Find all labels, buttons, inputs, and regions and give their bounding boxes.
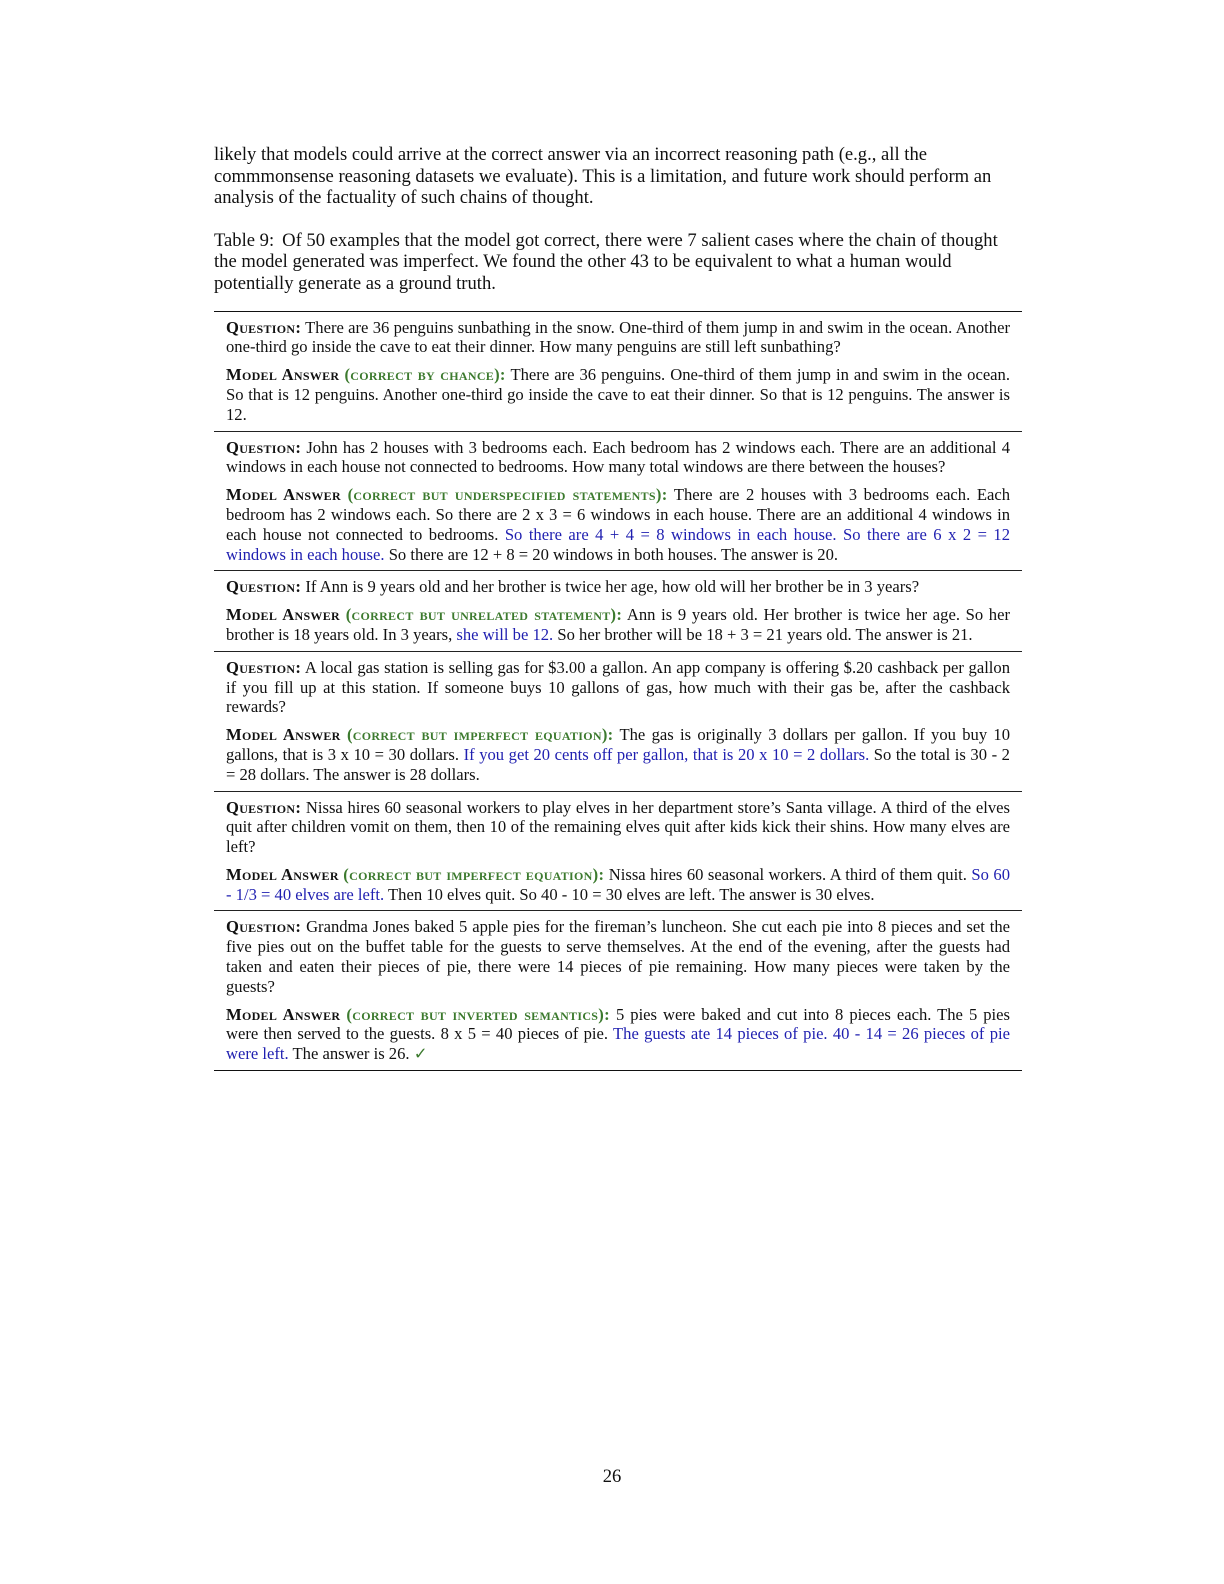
answer-category-tag: (correct but imperfect equation): xyxy=(346,725,614,745)
model-answer-text xyxy=(226,865,1010,905)
answer-body: Nissa hires 60 seasonal workers. A third of them quit. xyxy=(608,864,972,884)
question-body: If Ann is 9 years old and her brother is twice her age, how old will her brother be in 3 years? xyxy=(305,577,920,597)
highlighted-flawed-reasoning: The guests ate 14 pieces of pie. 40 - 14 = 26 pieces of pie were left. xyxy=(226,1024,1010,1064)
model-answer-label: Model Answer xyxy=(226,365,340,385)
answer-category-tag: (correct but inverted semantics): xyxy=(346,1004,610,1024)
page-number: 26 xyxy=(602,1466,622,1487)
answer-body: Then 10 elves quit. So 40 - 10 = 30 elves are left. The answer is 30 elves. xyxy=(384,884,875,904)
question-text xyxy=(226,917,1010,996)
answer-body: There are 2 houses with 3 bedrooms each. Each bedroom has 2 windows each. So there are 2 x 3 = 6 windows in each house. There are an additional 4 windows in each house not connected to bedrooms. xyxy=(226,485,1011,544)
table-caption-label: Table 9: xyxy=(214,229,275,251)
answer-category-tag: (correct but imperfect equation): xyxy=(343,864,605,884)
question-label: Question: xyxy=(226,797,302,817)
table-caption xyxy=(214,230,1022,295)
highlighted-flawed-reasoning: If you get 20 cents off per gallon, that is 20 x 10 = 2 dollars. xyxy=(463,744,870,764)
intro-paragraph: likely that models could arrive at the correct answer via an incorrect reasoning path (e.g., all the commmonsense reasoning datasets we evaluate). This is a limitation, and future work should perform an analysis of the factuality of such chains of thought. xyxy=(214,144,992,209)
highlighted-flawed-reasoning: So there are 4 + 4 = 8 windows in each house. So there are 6 x 2 = 12 windows in each house. xyxy=(226,524,1010,564)
highlighted-flawed-reasoning: So 60 - 1/3 = 40 elves are left. xyxy=(226,864,1010,904)
question-label: Question: xyxy=(226,657,302,677)
question-text xyxy=(226,658,1010,717)
answer-body: 5 pies were baked and cut into 8 pieces each. The 5 pies were then served to the guests. 8 x 5 = 40 pieces of pie. xyxy=(226,1004,1010,1044)
question-text xyxy=(226,438,1010,478)
model-answer-text xyxy=(226,1005,1010,1064)
answer-body: So the total is 30 - 2 = 28 dollars. The answer is 28 dollars. xyxy=(226,744,1010,784)
model-answer-text xyxy=(226,485,1010,564)
question-label: Question: xyxy=(226,577,302,597)
table-entry xyxy=(214,651,1022,791)
table-entry xyxy=(214,312,1022,431)
question-text xyxy=(226,798,1010,857)
examples-table xyxy=(214,311,1022,1072)
question-body: A local gas station is selling gas for $3.00 a gallon. An app company is offering $.20 cashback per gallon if you fill up at this station. If someone buys 10 gallons of gas, how much with their gas be, after the cashback rewards? xyxy=(226,657,1011,717)
answer-body: Ann is 9 years old. Her brother is twice her age. So her brother is 18 years old. In 3 years, xyxy=(226,605,1010,644)
model-answer-text xyxy=(226,725,1010,784)
question-body: John has 2 houses with 3 bedrooms each. Each bedroom has 2 windows each. There are an additional 4 windows in each house not connected to bedrooms. How many total windows are there between the houses? xyxy=(226,437,1010,477)
answer-category-tag: (correct by chance): xyxy=(344,365,506,385)
paper-page xyxy=(214,144,1022,1071)
answer-category-tag: (correct but underspecified statements): xyxy=(347,485,668,505)
table-entry xyxy=(214,791,1022,911)
answer-category-tag: (correct but unrelated statement): xyxy=(345,605,623,625)
answer-body: So there are 12 + 8 = 20 windows in both houses. The answer is 20. xyxy=(384,544,839,564)
table-caption-text: Of 50 examples that the model got correct, there were 7 salient cases where the chain of thought the model generated was imperfect. We found the other 43 to be equivalent to what a human would potentially generate as a ground truth. xyxy=(214,229,998,294)
answer-body: So her brother will be 18 + 3 = 21 years old. The answer is 21. xyxy=(553,624,973,644)
question-text xyxy=(226,318,1010,358)
model-answer-label: Model Answer xyxy=(226,1004,341,1024)
answer-body: There are 36 penguins. One-third of them jump in and swim in the ocean. So that is 12 penguins. Another one-third go inside the cave to eat their dinner. So that is 12 penguins. The answer is 12. xyxy=(226,365,1010,424)
question-label: Question: xyxy=(226,317,302,337)
question-label: Question: xyxy=(226,437,302,457)
table-entry xyxy=(214,431,1022,571)
answer-body: The gas is originally 3 dollars per gallon. If you buy 10 gallons, that is 3 x 10 = 30 dollars. xyxy=(226,725,1011,764)
question-body: Nissa hires 60 seasonal workers to play elves in her department store’s Santa village. A third of the elves quit after children vomit on them, then 10 of the remaining elves quit after kids kick their shins. How many elves are left? xyxy=(226,797,1011,857)
question-text xyxy=(226,577,1010,597)
model-answer-label: Model Answer xyxy=(226,864,339,884)
highlighted-flawed-reasoning: she will be 12. xyxy=(456,624,554,644)
model-answer-text xyxy=(226,365,1010,424)
question-body: There are 36 penguins sunbathing in the snow. One-third of them jump in and swim in the ocean. Another one-third go inside the cave to eat their dinner. How many penguins are still left sunbathing? xyxy=(226,317,1010,357)
table-entry xyxy=(214,570,1022,650)
question-body: Grandma Jones baked 5 apple pies for the fireman’s luncheon. She cut each pie into 8 pieces and set the five pies out on the buffet table for the guests to serve themselves. At the end of the evening, after the guests had taken and eaten their pieces of pie, there were 14 pieces of pie remaining. How many pieces were taken by the guests? xyxy=(226,917,1010,996)
checkmark-icon: ✓ xyxy=(413,1044,428,1064)
model-answer-label: Model Answer xyxy=(226,605,341,625)
model-answer-label: Model Answer xyxy=(226,485,341,505)
question-label: Question: xyxy=(226,917,302,937)
model-answer-text xyxy=(226,605,1010,645)
table-entry xyxy=(214,910,1022,1070)
model-answer-label: Model Answer xyxy=(226,725,341,745)
answer-body: The answer is 26. xyxy=(288,1044,414,1064)
